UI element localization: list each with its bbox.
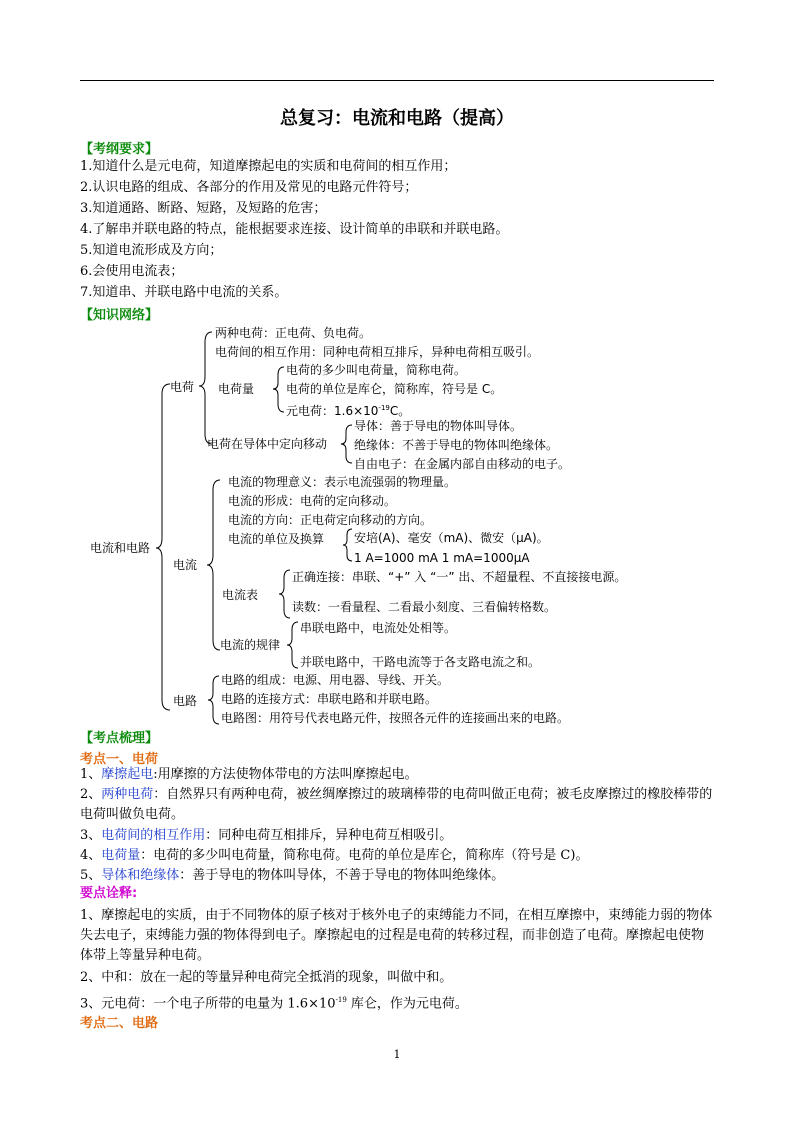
kaogang-item-1: 1.知道什么是元电荷，知道摩擦起电的实质和电荷间的相互作用； xyxy=(80,159,457,174)
unit-brace xyxy=(343,529,352,561)
kaodian-item-4 xyxy=(80,846,714,866)
network-root: 电流和电路 xyxy=(90,541,151,555)
item-5-num: 5、 xyxy=(80,868,102,883)
circuit-line-1: 电路的组成：电源、用电器、导线、开关。 xyxy=(221,673,450,687)
item-4-term: 电荷量 xyxy=(101,848,141,863)
quantity-label: 电荷量 xyxy=(218,382,255,396)
kaodian-item-1 xyxy=(80,765,714,785)
note-3-exp: -19 xyxy=(335,996,347,1004)
quantity-line-1: 电荷的多少叫电荷量，简称电荷。 xyxy=(286,363,467,377)
network-header: 【知识网络】 xyxy=(80,308,159,323)
note-3-rest: 库仑，作为元电荷。 xyxy=(346,996,468,1012)
current-direction: 电流的方向：正电荷定向移动的方向。 xyxy=(228,513,433,527)
item-1-term: 摩擦起电 xyxy=(101,767,154,782)
movement-line-2: 绝缘体：不善于导电的物体叫绝缘体。 xyxy=(354,438,559,452)
kaogang-header: 【考纲要求】 xyxy=(80,142,159,157)
ammeter-brace xyxy=(279,570,290,618)
unit-line-2: 1 A=1000 mA 1 mA=1000μA xyxy=(354,551,530,565)
notes-header: 要点诠释: xyxy=(80,886,138,901)
kaogang-item-4: 4.了解串并联电路的特点，能根据要求连接、设计简单的串联和并联电路。 xyxy=(80,222,509,237)
kaodian-item-2 xyxy=(80,785,714,825)
point-1-title: 考点一、电荷 xyxy=(80,752,159,767)
note-1: 1、摩擦起电的实质，由于不同物体的原子核对于核外电子的束缚能力不同，在相互摩擦中，束缚能力弱的物体失去电子，束缚能力强的物体得到电子。摩擦起电的过程是电荷的转移过程，而非创造了电荷。摩擦起电使物体带上等量异种电荷。 xyxy=(80,908,713,963)
ammeter-label: 电流表 xyxy=(222,588,259,602)
item-4-num: 4、 xyxy=(80,848,102,863)
kaogang-item-5: 5.知道电流形成及方向； xyxy=(80,243,223,258)
page-number: 1 xyxy=(393,1048,401,1061)
kaogang-item-7: 7.知道串、并联电路中电流的关系。 xyxy=(80,285,288,300)
unit-line-1: 安培(A)、毫安（mA)、微安（μA)。 xyxy=(354,531,549,545)
item-1-text: :用摩擦的方法使物体带电的方法叫摩擦起电。 xyxy=(153,767,418,782)
circuit-line-3: 电路图：用符号代表电路元件，按照各元件的连接画出来的电路。 xyxy=(221,711,570,725)
note-3 xyxy=(80,990,714,1014)
elementary-charge-exp: -19 xyxy=(378,404,390,412)
circuit-brace xyxy=(208,676,219,724)
kaodian-header: 【考点梳理】 xyxy=(80,731,159,746)
root-brace xyxy=(156,384,170,710)
ammeter-line-1: 正确连接：串联、“+” 入 “一” 出、不超量程、不直接接电源。 xyxy=(292,570,627,584)
current-brace xyxy=(207,480,220,650)
item-5-text: ：善于导电的物体叫导体，不善于导电的物体叫绝缘体。 xyxy=(179,868,505,883)
quantity-line-3 xyxy=(286,401,410,418)
law-line-1: 串联电路中，电流处处相等。 xyxy=(300,621,457,635)
charge-interaction: 电荷间的相互作用：同种电荷相互排斥，异种电荷相互吸引。 xyxy=(215,345,540,359)
item-2-num: 2、 xyxy=(80,787,102,802)
quantity-line-2: 电荷的单位是库仑，简称库，符号是 C。 xyxy=(286,382,503,396)
movement-line-3: 自由电子：在金属内部自由移动的电子。 xyxy=(354,457,571,471)
kaogang-item-3: 3.知道通路、断路、短路，及短路的危害； xyxy=(80,201,327,216)
item-5-term: 导体和绝缘体 xyxy=(101,868,180,883)
page-title: 总复习：电流和电路（提高） xyxy=(280,108,514,129)
movement-line-1: 导体：善于导电的物体叫导体。 xyxy=(354,419,523,433)
kaogang-item-6: 6.会使用电流表； xyxy=(80,264,184,279)
current-formation: 电流的形成：电荷的定向移动。 xyxy=(228,494,397,508)
circuit-label: 电路 xyxy=(173,694,198,708)
law-label: 电流的规律 xyxy=(220,638,281,652)
item-2-text: ：自然界只有两种电荷，被丝绸摩擦过的玻璃棒带的电荷叫做正电荷；被毛皮摩擦过的橡胶棒带的电荷叫做负电荷。 xyxy=(80,787,713,822)
point-2-title: 考点二、电路 xyxy=(80,1016,159,1031)
circuit-line-2: 电路的连接方式：串联电路和并联电路。 xyxy=(221,692,438,706)
item-3-term: 电荷间的相互作用 xyxy=(101,828,206,843)
charge-brace xyxy=(199,332,212,444)
kaodian-item-3 xyxy=(80,826,714,846)
item-4-text: ：电荷的多少叫电荷量，简称电荷。电荷的单位是库仑，简称库（符号是 C)。 xyxy=(140,848,589,863)
note-2: 2、中和：放在一起的等量异种电荷完全抵消的现象，叫做中和。 xyxy=(80,970,453,985)
ammeter-line-2: 读数：一看量程、二看最小刻度、三看偏转格数。 xyxy=(292,600,557,614)
note-3-base: 3、元电荷：一个电子所带的电量为 1.6×10 xyxy=(80,996,336,1012)
elementary-charge-base: 元电荷：1.6×10 xyxy=(286,404,379,418)
law-brace xyxy=(287,622,298,668)
kaogang-item-2: 2.认识电路的组成、各部分的作用及常见的电路元件符号； xyxy=(80,180,418,195)
item-1-num: 1、 xyxy=(80,767,102,782)
current-label: 电流 xyxy=(173,558,198,572)
item-3-text: ：同种电荷互相排斥，异种电荷互相吸引。 xyxy=(205,828,453,843)
quantity-brace xyxy=(273,367,284,412)
current-meaning: 电流的物理意义：表示电流强弱的物理量。 xyxy=(228,475,457,489)
movement-brace xyxy=(341,425,352,463)
charge-kinds: 两种电荷：正电荷、负电荷。 xyxy=(215,326,372,340)
movement-label: 电荷在导体中定向移动 xyxy=(207,437,328,451)
kaodian-item-5 xyxy=(80,866,714,886)
item-2-term: 两种电荷 xyxy=(101,787,154,802)
unit-label: 电流的单位及换算 xyxy=(228,532,325,546)
charge-label: 电荷 xyxy=(170,380,195,394)
law-line-2: 并联电路中，干路电流等于各支路电流之和。 xyxy=(300,655,541,669)
elementary-charge-unit: C。 xyxy=(389,404,411,418)
item-3-num: 3、 xyxy=(80,828,102,843)
